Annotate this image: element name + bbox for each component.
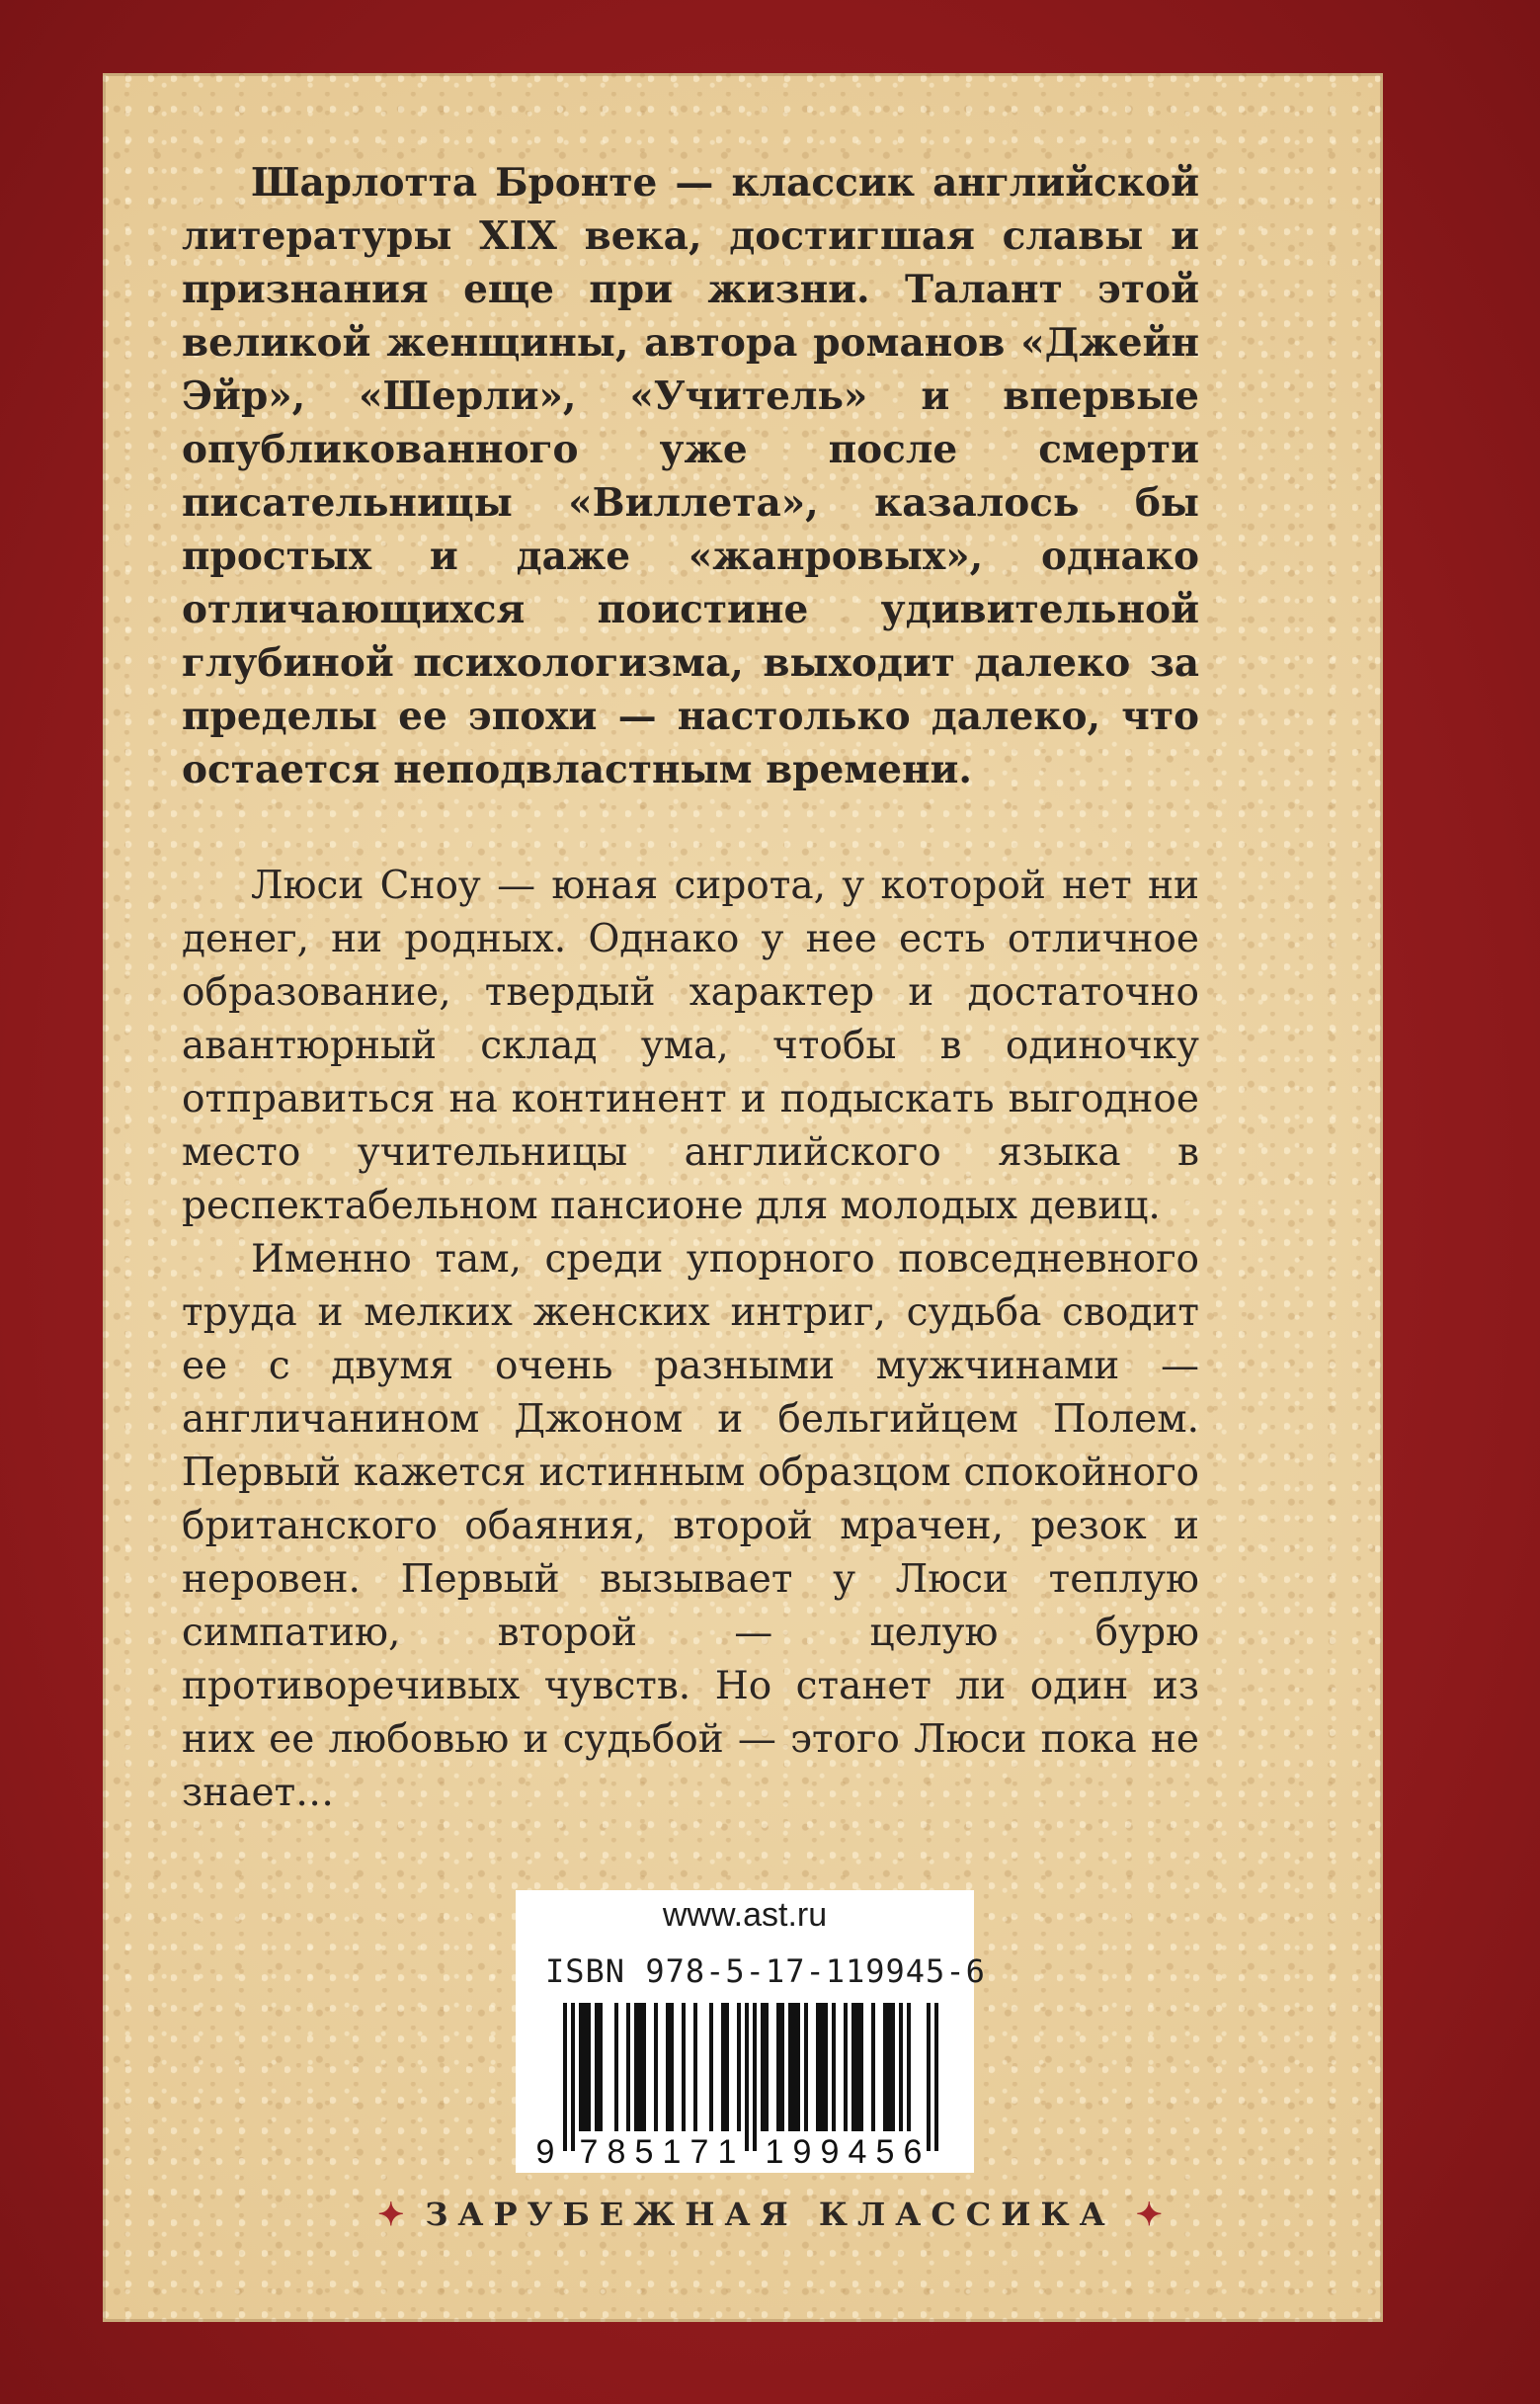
barcode-digit: 7 [579, 2133, 599, 2169]
barcode-bar [654, 2003, 658, 2131]
series-name: ЗАРУБЕЖНАЯ КЛАССИКА [425, 2196, 1115, 2233]
barcode-digit: 4 [848, 2133, 867, 2169]
barcode-digit: 5 [634, 2133, 654, 2169]
barcode-bar [844, 2003, 848, 2131]
barcode-bar [820, 2003, 824, 2131]
barcode-bar [765, 2003, 769, 2131]
barcode-bar [883, 2003, 887, 2131]
barcode-bar [816, 2003, 820, 2131]
barcode-bars [563, 2003, 938, 2151]
barcode-bar [614, 2003, 618, 2131]
barcode-bar [599, 2003, 603, 2131]
barcode-digit: 1 [765, 2133, 784, 2169]
barcode-bar [899, 2003, 903, 2131]
barcode-bar [871, 2003, 875, 2131]
barcode-bar [725, 2003, 729, 2131]
barcode-bar [934, 2003, 938, 2151]
barcode-bar [780, 2003, 784, 2131]
barcode-bar [851, 2003, 855, 2131]
barcode-bar [796, 2003, 800, 2131]
barcode-bar [745, 2003, 749, 2151]
barcode-bar [693, 2003, 697, 2131]
publisher-website: www.ast.ru [662, 1896, 828, 1934]
barcode-digit: 7 [689, 2133, 709, 2169]
barcode-bar [804, 2003, 808, 2131]
barcode-digit: 5 [875, 2133, 895, 2169]
barcode-bar [907, 2003, 911, 2131]
barcode-bar [855, 2003, 859, 2131]
barcode-digit: 9 [535, 2133, 555, 2169]
barcode-bar [792, 2003, 796, 2131]
barcode-bar [753, 2003, 757, 2151]
barcode-bar [824, 2003, 828, 2131]
barcode-bar [579, 2003, 583, 2131]
barcode-bar [891, 2003, 895, 2131]
plot-paragraph-1: Люси Сноу — юная сирота, у которой нет ни денег, ни родных. Однако у нее есть отличное образование, твердый характер и достаточно авантюрный склад ума, чтобы в одиночку отправиться на континент и подыскать выгодное место учительницы английского языка в респектабельном пансионе для молодых девиц. [182, 864, 1199, 1228]
barcode-bar [737, 2003, 741, 2131]
barcode-bar [682, 2003, 686, 2131]
barcode-bar [666, 2003, 670, 2131]
barcode-bar [587, 2003, 591, 2131]
ornament-left-icon: ✦ [377, 2196, 405, 2233]
barcode-bar [709, 2003, 713, 2131]
barcode-bar [721, 2003, 725, 2131]
barcode-bar [832, 2003, 836, 2131]
isbn-label [516, 1890, 986, 2173]
barcode-bar [859, 2003, 863, 2131]
barcode-bar [788, 2003, 792, 2131]
barcode-bar [634, 2003, 638, 2131]
barcode-bar [642, 2003, 646, 2131]
barcode-digit: 8 [607, 2133, 626, 2169]
barcode-bar [563, 2003, 567, 2151]
ornament-right-icon: ✦ [1135, 2196, 1163, 2233]
author-intro-paragraph: Шарлотта Бронте — классик английской литературы XIX века, достигшая славы и признания еще при жизни. Талант этой великой женщины, автора романов «Джейн Эйр», «Шерли», «Учитель» и впервые опубликованного уже после смерти писательницы «Виллета», казалось бы простых и даже «жанровых», однако отличающихся поистине удивительной глубиной психологизма, выходит далеко за пределы ее эпохи — настолько далеко, что остается неподвластным времени. [182, 160, 1199, 792]
barcode-digit: 1 [662, 2133, 682, 2169]
barcode-bar [887, 2003, 891, 2131]
barcode-bar [670, 2003, 674, 2131]
barcode [529, 1999, 964, 2169]
barcode-digits [536, 2133, 923, 2169]
barcode-bar [927, 2003, 931, 2151]
barcode-bar [761, 2003, 765, 2131]
isbn-number: ISBN 978-5-17-119945-6 [545, 1952, 986, 1990]
barcode-bar [638, 2003, 642, 2131]
barcode-bar [583, 2003, 587, 2131]
plot-paragraph-2: Именно там, среди упорного повседневного труда и мелких женских интриг, судьба сводит ее с двумя очень разными мужчинами — англичанином Джоном и бельгийцем Полем. Первый кажется истинным образцом спокойного британского обаяния, второй мрачен, резок и неровен. Первый вызывает у Люси теплую симпатию, второй — целую бурю противоречивых чувств. Но станет ли один из них ее любовью и судьбой — этого Люси пока не знает… [182, 1237, 1199, 1815]
barcode-bar [595, 2003, 599, 2131]
barcode-digit: 1 [717, 2133, 737, 2169]
barcode-bar [571, 2003, 575, 2151]
barcode-digit: 6 [903, 2133, 923, 2169]
series-title [0, 2196, 1540, 2233]
barcode-bar [776, 2003, 780, 2131]
barcode-digit: 9 [792, 2133, 812, 2169]
barcode-digit: 9 [820, 2133, 840, 2169]
barcode-bar [626, 2003, 630, 2131]
